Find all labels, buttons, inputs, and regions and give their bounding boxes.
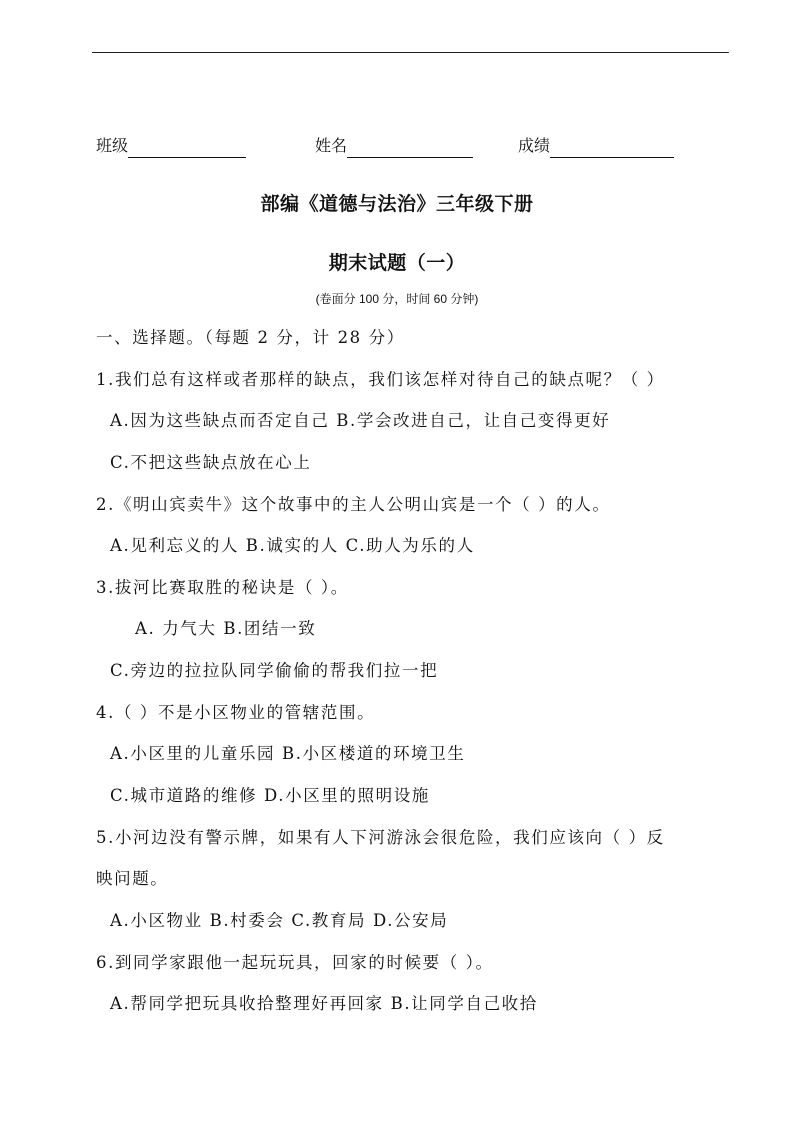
question-3-options-a-b: A. 力气大 B.团结一致 <box>135 619 317 638</box>
question-1-options-c: C.不把这些缺点放在心上 <box>110 453 312 472</box>
class-field <box>96 134 246 158</box>
question-4-options-c-d: C.城市道路的维修 D.小区里的照明设施 <box>110 786 430 805</box>
score-field <box>518 134 674 158</box>
question-1-stem: 1.我们总有这样或者那样的缺点，我们该怎样对待自己的缺点呢？（ ） <box>96 370 665 389</box>
question-4-stem: 4.（ ）不是小区物业的管辖范围。 <box>96 703 376 722</box>
question-5-options: A.小区物业 B.村委会 C.教育局 D.公安局 <box>110 911 449 930</box>
name-label: 姓名 <box>315 136 348 155</box>
question-5-stem-line-2: 映问题。 <box>96 869 169 888</box>
question-6-stem: 6.到同学家跟他一起玩玩具，回家的时候要（ ）。 <box>96 953 494 972</box>
exam-title: 部编《道德与法治》三年级下册 <box>260 193 534 215</box>
question-2-options: A.见利忘义的人 B.诚实的人 C.助人为乐的人 <box>110 536 475 555</box>
name-field <box>315 134 473 158</box>
class-blank[interactable] <box>128 139 246 158</box>
question-3-stem: 3.拔河比赛取胜的秘诀是（ ）。 <box>96 578 349 597</box>
question-2-stem: 2.《明山宾卖牛》这个故事中的主人公明山宾是一个（ ）的人。 <box>96 495 611 514</box>
question-6-options-a-b: A.帮同学把玩具收拾整理好再回家 B.让同学自己收拾 <box>110 994 538 1013</box>
question-1-options-a-b: A.因为这些缺点而否定自己 B.学会改进自己，让自己变得更好 <box>110 411 611 430</box>
header-rule <box>92 52 729 53</box>
name-blank[interactable] <box>347 139 473 158</box>
exam-subtitle: 期末试题（一） <box>328 252 466 274</box>
question-3-options-c: C.旁边的拉拉队同学偷偷的帮我们拉一把 <box>110 661 439 680</box>
question-4-options-a-b: A.小区里的儿童乐园 B.小区楼道的环境卫生 <box>110 744 466 763</box>
class-label: 班级 <box>96 136 129 155</box>
section-heading: 一、选择题。（每题 2 分，计 28 分） <box>96 328 405 347</box>
score-label: 成绩 <box>518 136 551 155</box>
exam-note: (卷面分 100 分，时间 60 分钟) <box>315 292 479 306</box>
score-blank[interactable] <box>550 139 674 158</box>
question-5-stem-line-1: 5.小河边没有警示牌，如果有人下河游泳会很危险，我们应该向（ ）反 <box>96 828 665 847</box>
